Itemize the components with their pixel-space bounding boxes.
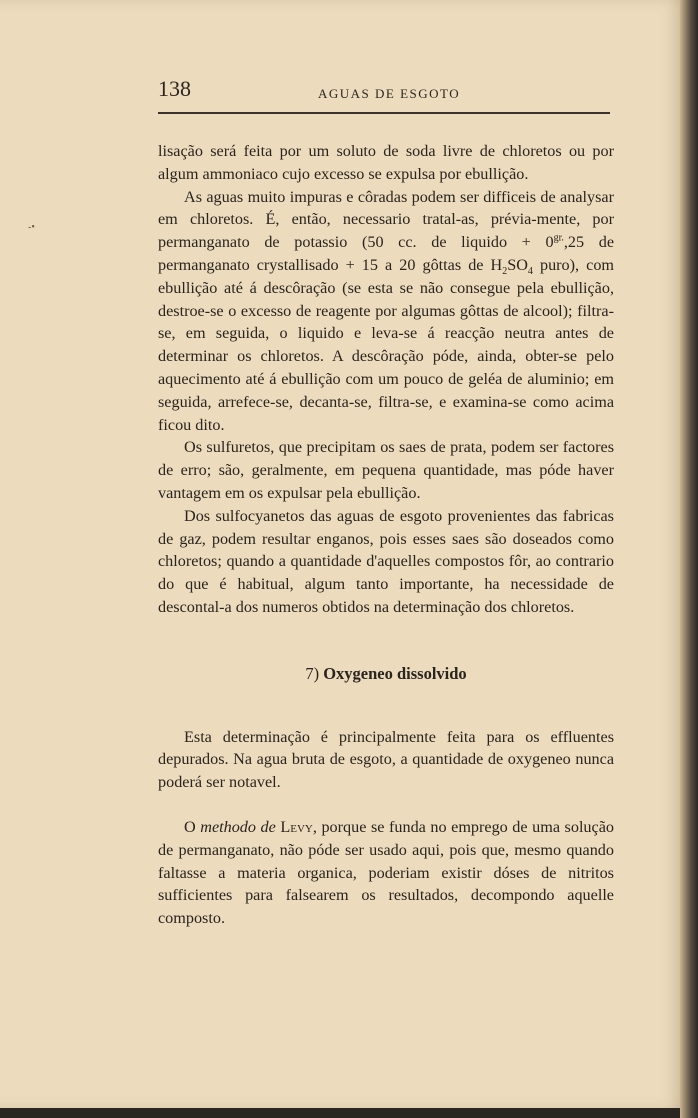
paragraph-3: Os sulfuretos, que precipitam os saes de prata, podem ser factores de erro; são, geralmente, em pequena quantidade, mas póde haver vantagem em os expulsar pela ebullição. bbox=[158, 438, 614, 502]
paragraph-5: Esta determinação é principalmente feita para os effluentes depurados. Na agua bruta de esgoto, a quantidade de oxygeneo nunca poderá ser notavel. bbox=[158, 727, 614, 792]
page-edge-shadow bbox=[680, 0, 698, 1118]
paragraph-6 bbox=[158, 816, 614, 930]
paragraph-6-part-a: O bbox=[184, 817, 201, 836]
section-number: 7) bbox=[305, 663, 320, 683]
formula-subscript-2: 2 bbox=[502, 266, 508, 278]
page-number: 138 bbox=[158, 76, 191, 101]
running-head: AGUAS DE ESGOTO bbox=[318, 86, 461, 101]
paragraph-2-part-d: puro), com ebullição até á descôração (se esta se não consegue pela ebullição, destroe-se o excesso de reagente por algumas gôttas de alcool); filtra-se, em seguida, o liquido e leva-se á reacção neutra antes de determinar os chloretos. A descôração póde, ainda, obter-se pelo aquecimento até á ebullição com um pouco de geléa de aluminio; em seguida, arrefece-se, decanta-se, filtra-se, e examina-se como acima ficou dito. bbox=[158, 255, 614, 434]
paragraph-4: Dos sulfocyanetos das aguas de esgoto provenientes das fabricas de gaz, podem resultar enganos, pois esses saes são doseados como chloretos; quando a quantidade d'aquelles compostos fôr, ao contrario do que é habitual, algum tanto importante, ha necessidade de descontal-a dos numeros obtidos na determinação dos chloretos. bbox=[158, 506, 614, 616]
section-heading bbox=[158, 663, 614, 686]
author-name-levy: Levy bbox=[280, 817, 313, 836]
formula-subscript-4: 4 bbox=[527, 266, 533, 278]
paragraph-2-part-b: ,25 de permanganato crystallisado + 15 a 20 gôttas de H bbox=[158, 233, 615, 274]
paragraph-2 bbox=[158, 186, 614, 437]
paragraph-6-italic: methodo de bbox=[200, 817, 276, 836]
paragraph-6-part-b: , porque se funda no emprego de uma solução de permanganato, não póde ser usado aqui, pois que, mesmo quando faltasse a materia organica, poderiam existir dóses de nitritos sufficientes para falsearem os resultados, decompondo aquelle composto. bbox=[158, 817, 614, 928]
gram-superscript: gr. bbox=[553, 232, 564, 244]
header-rule bbox=[158, 112, 610, 114]
paragraph-2-part-a: As aguas muito impuras e côradas podem ser difficeis de analysar em chloretos. É, então, necessario tratal-as, prévia-mente, por permanganato de potassio (50 cc. de liquido + 0 bbox=[158, 187, 614, 252]
page-body bbox=[158, 140, 614, 930]
section-title: Oxygeneo dissolvido bbox=[323, 663, 467, 683]
margin-mark: -• bbox=[28, 222, 35, 233]
paragraph-2-part-c: SO bbox=[507, 255, 528, 274]
paragraph-1: lisação será feita por um soluto de soda livre de chloretos ou por algum ammoniaco cujo excesso se expulsa por ebullição. bbox=[158, 142, 614, 183]
page-header bbox=[158, 76, 610, 106]
